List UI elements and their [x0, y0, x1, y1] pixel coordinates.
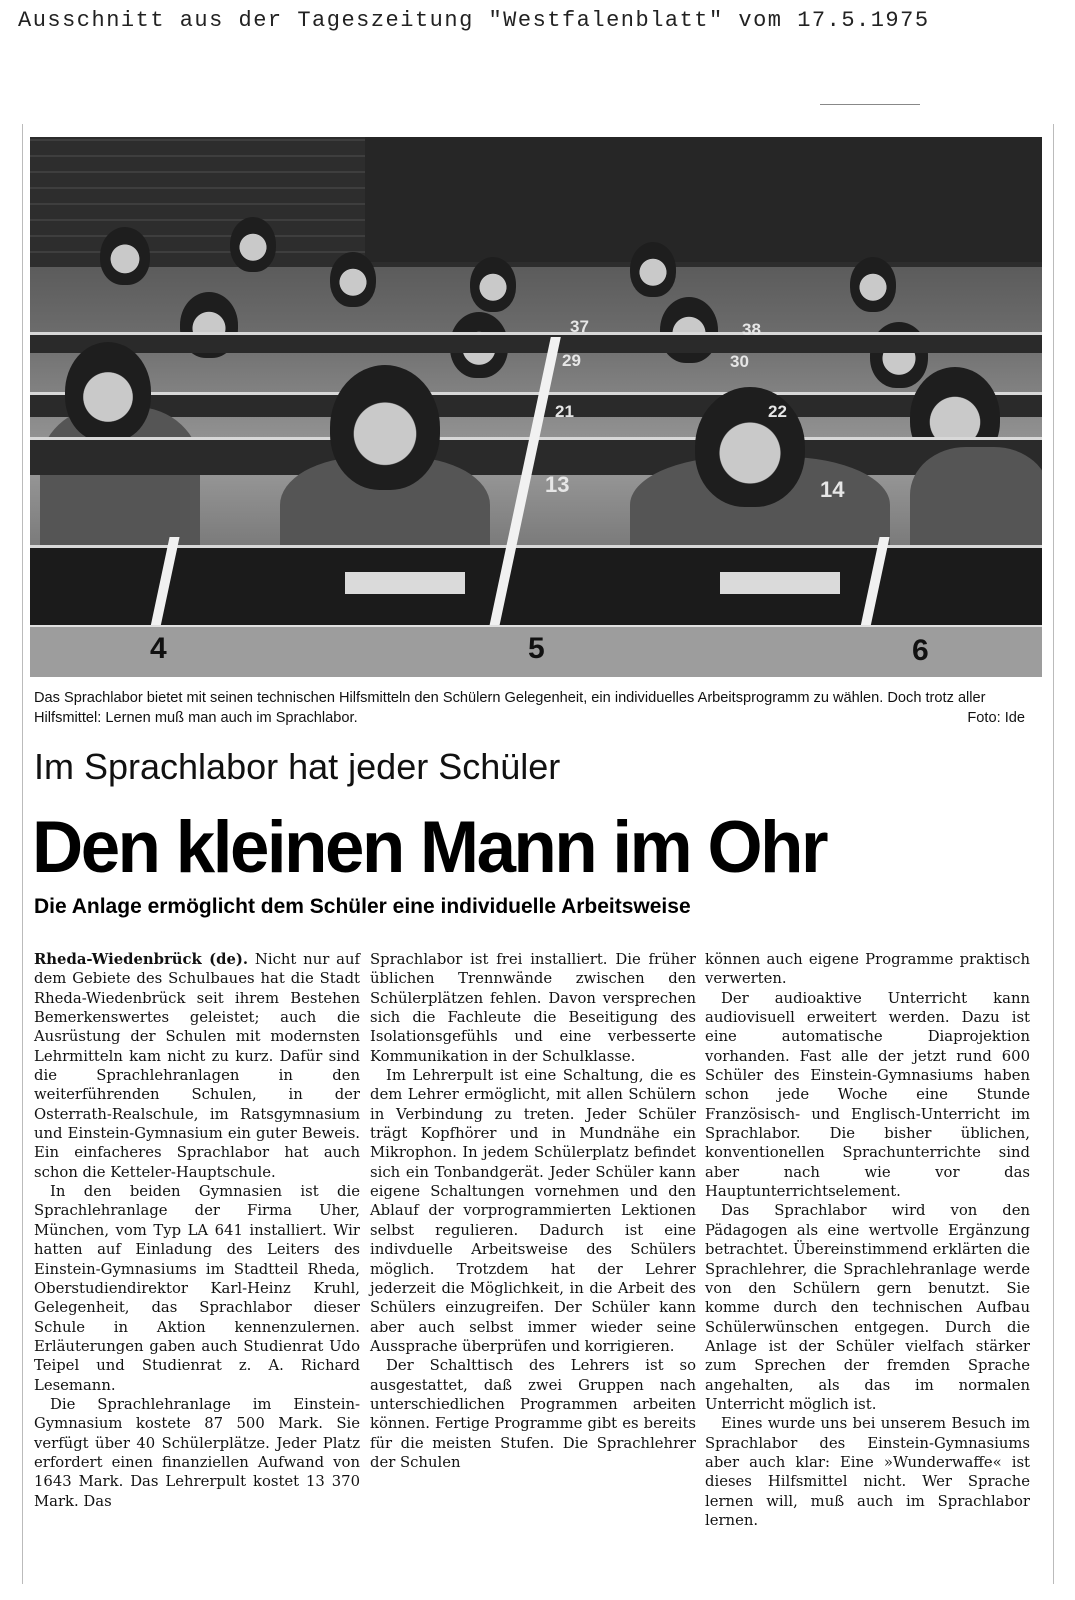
article-paragraph: In den beiden Gymnasien ist die Sprachlehranlage der Firma Uher, München, vom Typ LA 641 installiert. Wir hatten auf Einladung des Leiters des Einstein-Gymnasiums im Stadtteil Rheda, Oberstudiendirektor Karl-Heinz Kruhl, Gelegenheit, das Sprachlabor dieser Schule in Aktion kennenzulernen. Erläuterungen gaben auch Studienrat Udo Teipel und Studienrat z. A. Richard Lesemann.	[34, 1183, 360, 1394]
student-head	[470, 257, 516, 312]
article-paragraph: können auch eigene Programme praktisch verwerten.	[705, 951, 1030, 988]
article-column-1	[34, 950, 360, 1511]
student-head	[100, 227, 150, 285]
desk-number-21: 21	[555, 402, 574, 421]
clipping-source-line: Ausschnitt aus der Tageszeitung "Westfalenblatt" vom 17.5.1975	[18, 8, 930, 33]
main-headline: Den kleinen Mann im Ohr	[32, 807, 827, 888]
student-head	[695, 387, 805, 507]
article-paragraph: Eines wurde uns bei unserem Besuch im Sprachlabor des Einstein-Gymnasiums aber auch klar: Eine »Wunderwaffe« ist dieses Hilfsmittel nicht. Wer Sprache lernen will, muß auch im Sprachlabor lernen.	[705, 1415, 1030, 1529]
top-rule	[820, 104, 920, 105]
front-desk-row	[30, 545, 1042, 628]
paragraph-text: Nicht nur auf dem Gebiete des Schulbaues hat die Stadt Rheda-Wiedenbrück seit ihrem Bestehen Bemerkenswertes geleistet; auch die Ausrüstung der Schulen mit modernsten Lehrmitteln kam nicht zu kurz. Dafür sind die Sprachlehranlagen in den weiterführenden Schulen, in der Osterrath-Realschule, im Ratsgymnasium und Einstein-Gymnasium ein guter Beweis. Ein einfacheres Sprachlabor hat auch schon die Ketteler-Hauptschule.	[34, 951, 360, 1181]
student-head	[330, 365, 440, 490]
dateline: Rheda-Wiedenbrück (de).	[34, 951, 249, 968]
caption-text: Das Sprachlabor bietet mit seinen technischen Hilfsmitteln den Schülern Gelegenheit, ein individuelles Arbeitsprogramm zu wählen. Doch trotz aller Hilfsmittel: Lernen muß man auch im Sprachlabor.	[34, 690, 986, 726]
desk-number-22: 22	[768, 402, 787, 421]
desk-number-4: 4	[150, 632, 167, 665]
kicker-headline: Im Sprachlabor hat jeder Schüler	[34, 746, 561, 787]
desk-number-13: 13	[545, 472, 570, 497]
desk-number-5: 5	[528, 632, 545, 665]
desk-number-6: 6	[912, 634, 929, 667]
article-paragraph: Das Sprachlabor wird von den Pädagogen als eine wertvolle Ergänzung betrachtet. Übereinstimmend erklärten die Sprachlehrer, die Sprachlehranlage werde von den Schülern gern benutzt. Sie komme durch den technischen Aufbau Schülerwünschen entgegen. Durch die Anlage ist der Schüler vielfach stärker zum Sprechen der fremden Sprache angehalten, als das im normalen Unterricht möglich ist.	[705, 1202, 1030, 1413]
desk-number-29: 29	[562, 351, 581, 370]
article-column-3	[705, 950, 1030, 1530]
article-column-2	[370, 950, 696, 1472]
desk-number-14: 14	[820, 477, 845, 502]
desk-row	[30, 332, 1042, 353]
student-head	[65, 342, 151, 442]
desk-number-30: 30	[730, 352, 749, 371]
article-paragraph: Der audioaktive Unterricht kann audiovisuell erweitert werden. Dazu ist eine automatische Diaprojektion vorhanden. Fast alle der jetzt rund 600 Schüler des Einstein-Gymnasiums haben schon jede Woche eine Stunde Französisch- und Englisch-Unterricht im Sprachlabor. Die bisher üblichen, konventionellen Sprachunterrichte sind aber nach wie vor das Hauptunterrichtselement.	[705, 989, 1030, 1201]
student-head	[660, 297, 718, 363]
language-lab-photo	[30, 137, 1042, 677]
photo-credit: Foto: Ide	[967, 710, 1025, 726]
student-head	[630, 242, 676, 297]
article-paragraph: Der Schalttisch des Lehrers ist so ausgestattet, daß zwei Gruppen nach unterschiedlichen Programmen arbeiten können. Fertige Programme gibt es bereits für die meisten Stufen. Die Sprachlehrer der Schulen	[370, 1357, 696, 1471]
student-head	[850, 257, 896, 312]
article-paragraph: Sprachlabor ist frei installiert. Die früher üblichen Trennwände zwischen den Schülerplätzen fehlen. Davon versprechen sich die Fachleute die Beseitigung des Isolationsgefühls und eine verbesserte Kommunikation in der Schulklasse.	[370, 951, 696, 1065]
article-paragraph: Im Lehrerpult ist eine Schaltung, die es dem Lehrer ermöglicht, mit allen Schülern in Verbindung zu treten. Jeder Schüler trägt Kopfhörer und in Mundnähe ein Mikrophon. In jedem Schülerplatz befindet sich ein Tonbandgerät. Jeder Schüler kann eigene Schaltungen vornehmen und den Ablauf der vorprogrammierten Lektionen selbst regulieren. Dadurch ist eine indivduelle Arbeitsweise des Schülers möglich. Trotzdem hat der Lehrer jederzeit die Möglichkeit, in die Arbeit des Schülers einzugreifen. Der Schüler kann aber auch selbst immer wieder seine Aussprache überprüfen und korrigieren.	[370, 1067, 696, 1355]
desk-console	[720, 572, 840, 594]
desk-number-37: 37	[570, 317, 589, 336]
student-head	[330, 252, 376, 307]
subheadline: Die Anlage ermöglicht dem Schüler eine individuelle Arbeitsweise	[34, 895, 691, 918]
photo-caption	[34, 688, 1029, 728]
student-head	[230, 217, 276, 272]
photo-blackboard	[365, 137, 1042, 262]
desk-console	[345, 572, 465, 594]
desk-number-38: 38	[742, 320, 761, 339]
article-paragraph: Die Sprachlehranlage im Einstein-Gymnasium kostete 87 500 Mark. Sie verfügt über 40 Schülerplätze. Jeder Platz erfordert einen finanziellen Aufwand von 1643 Mark. Das Lehrerpult kostet 13 370 Mark. Das	[34, 1395, 360, 1510]
article-paragraph	[34, 950, 360, 1182]
